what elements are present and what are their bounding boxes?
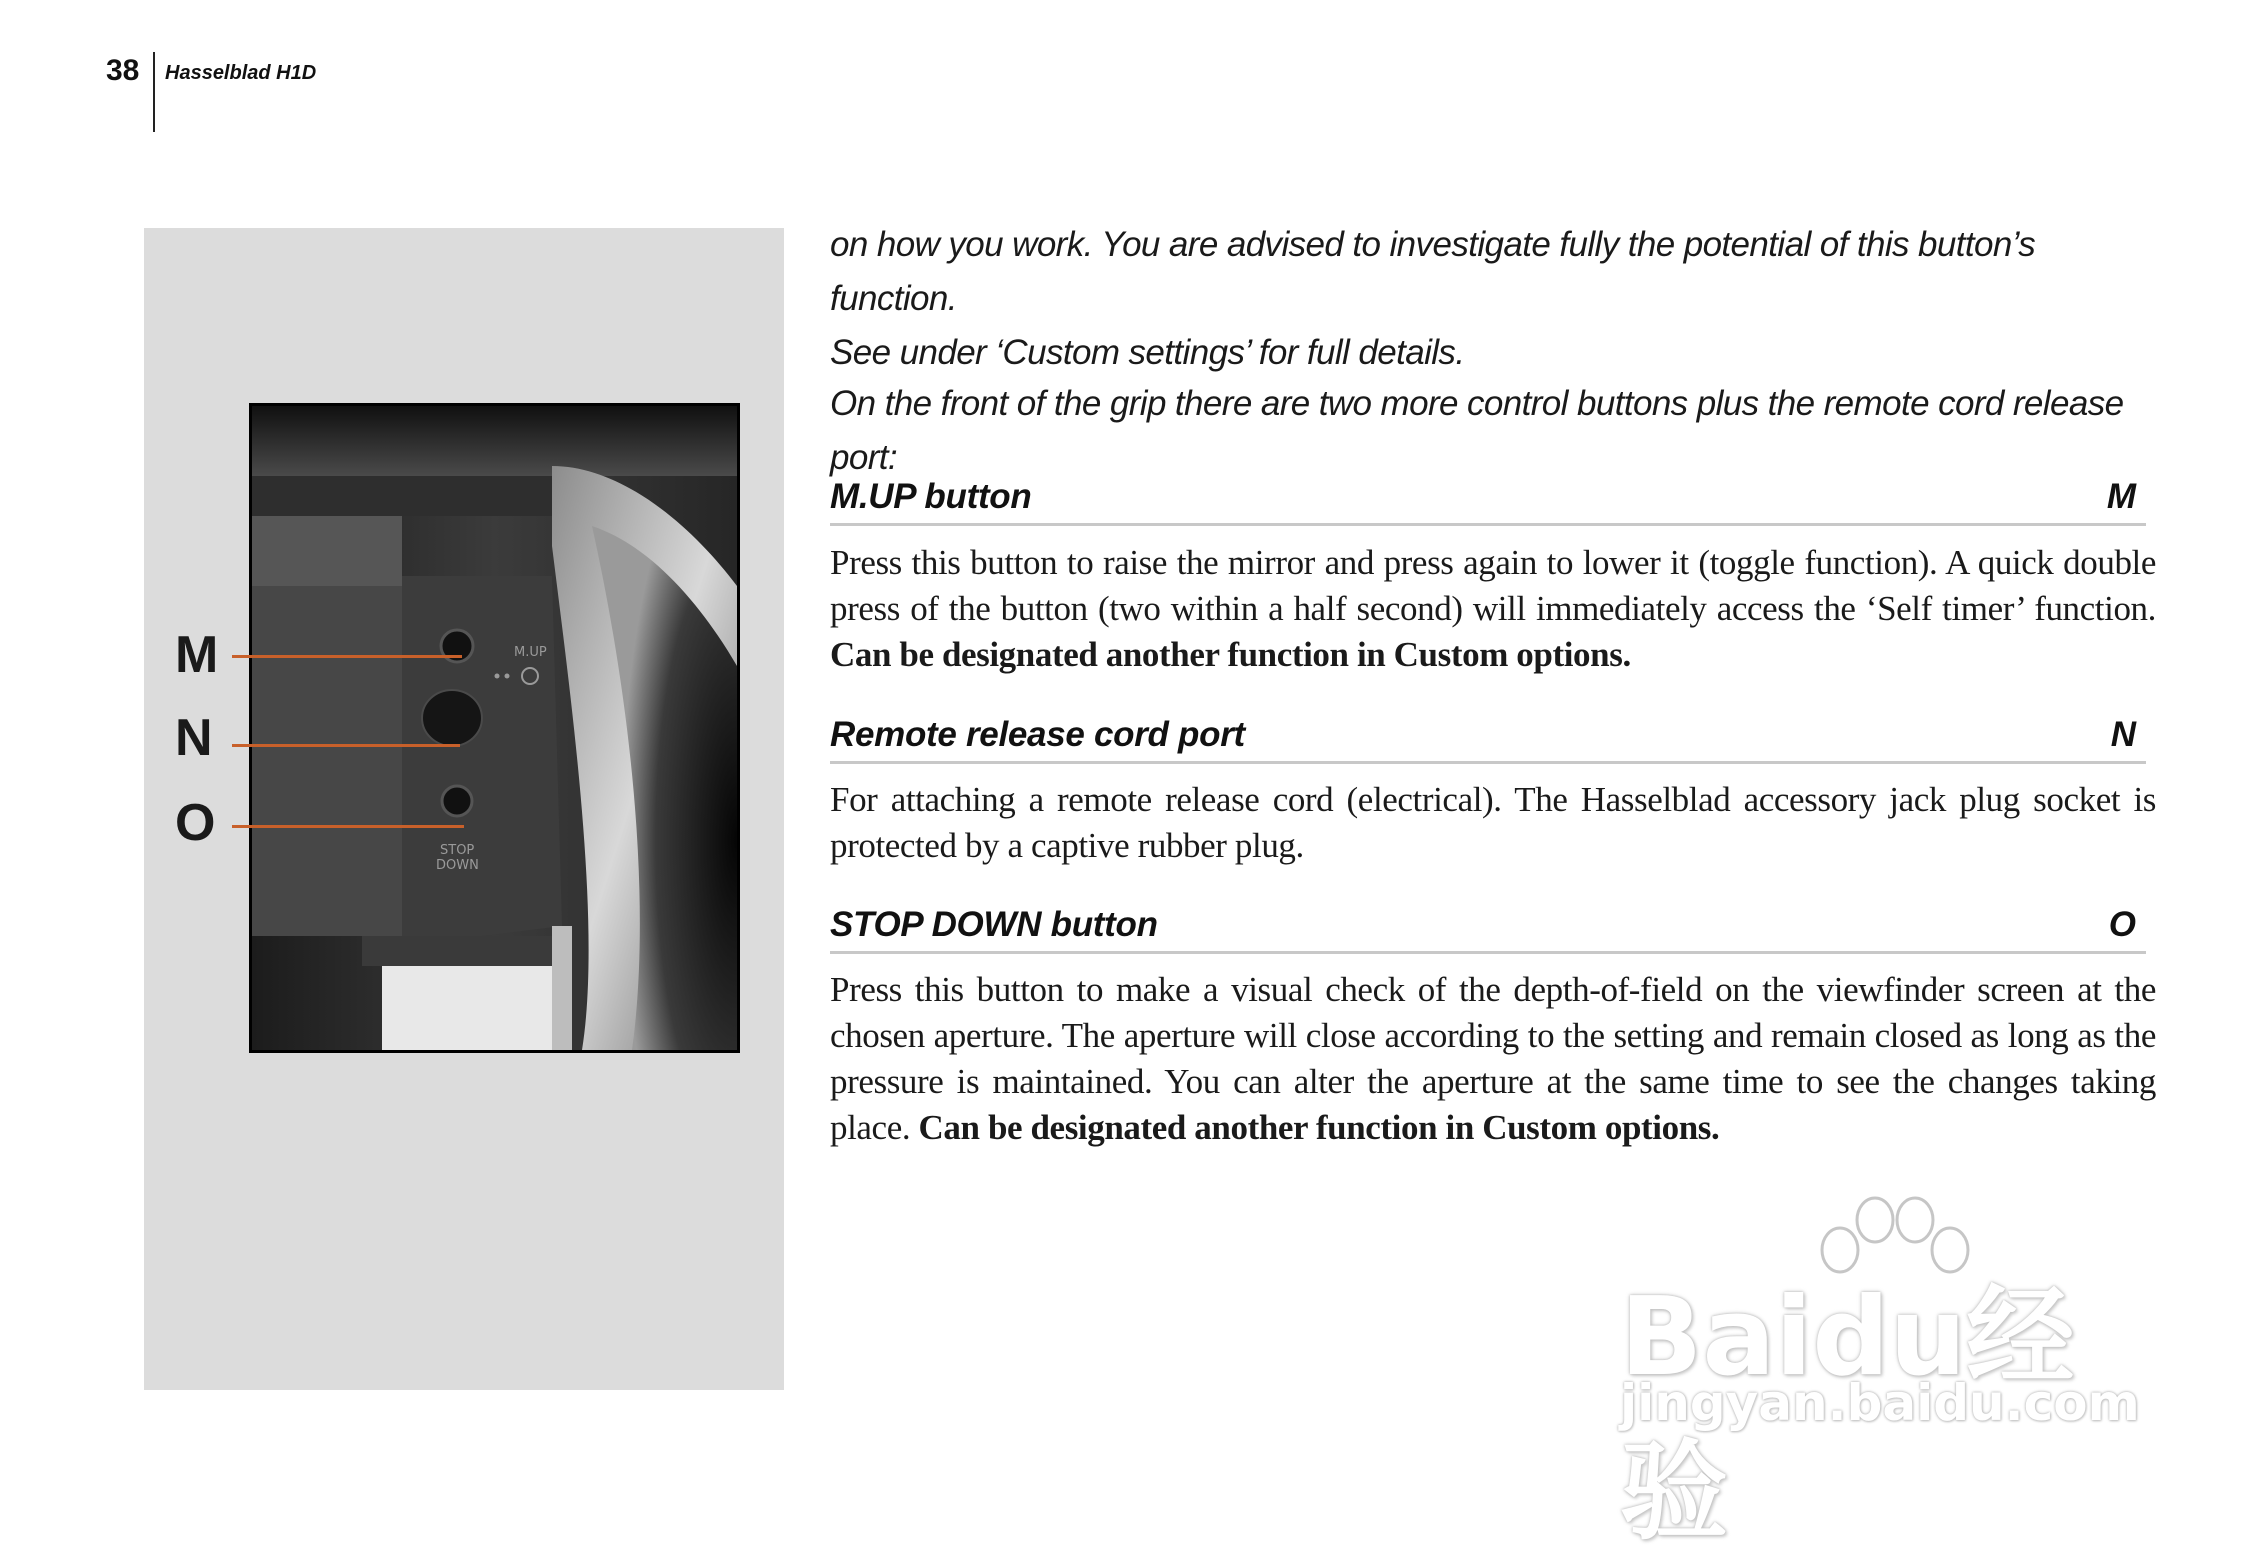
section-title: Remote release cord port xyxy=(830,715,1245,754)
marker-n: N xyxy=(175,709,213,767)
watermark-du: du xyxy=(1812,1275,1967,1400)
section-body-remote-port xyxy=(830,777,2156,869)
section-body-bold: Can be designated another function in Custom options. xyxy=(830,635,1631,674)
m-up-printed-label: M.UP xyxy=(514,645,547,660)
intro-line-2: See under ‘Custom settings’ for full details. xyxy=(830,333,1465,372)
section-body-stop-down xyxy=(830,967,2156,1151)
section-heading-stop-down xyxy=(830,900,2146,954)
section-body-bold: Can be designated another function in Custom options. xyxy=(918,1108,1720,1147)
section-letter: M xyxy=(2106,477,2136,516)
marker-o: O xyxy=(175,794,216,852)
leader-line-m xyxy=(232,655,462,658)
stop-printed-label: STOP xyxy=(440,843,475,858)
marker-m: M xyxy=(175,626,219,684)
section-body-text: Press this button to make a visual check of the depth-of-field on the viewfinder screen at the chosen aperture. The aperture will close according to the setting and remain closed as long as the pressure is maintained. You can alter the aperture at the same time to see the changes taking place. xyxy=(830,970,2156,1147)
watermark-bai: Bai xyxy=(1620,1275,1813,1400)
watermark-jingyan-cn: 经验 xyxy=(1620,1275,2075,1555)
intro-block xyxy=(830,218,2152,380)
section-title: M.UP button xyxy=(830,477,1032,516)
section-body-text: Press this button to raise the mirror and press again to lower it (toggle function). A quick double press of the button (two within a half second) will immediately access the ‘Self timer’ function. xyxy=(830,543,2156,628)
intro-line-1: on how you work. You are advised to investigate fully the potential of this button’s function. xyxy=(830,225,2036,318)
down-printed-label: DOWN xyxy=(436,858,479,873)
leader-line-n xyxy=(232,744,460,747)
baidu-jingyan-watermark xyxy=(1600,1190,2160,1555)
section-letter: O xyxy=(2108,905,2136,944)
section-heading-remote-port xyxy=(830,710,2146,764)
camera-grip-illustration xyxy=(252,406,737,1050)
section-body-text: For attaching a remote release cord (electrical). The Hasselblad accessory jack plug socket is protected by a captive rubber plug. xyxy=(830,780,2156,865)
section-letter: N xyxy=(2110,715,2136,754)
section-heading-m-up xyxy=(830,472,2146,526)
intro-block-2 xyxy=(830,377,2152,485)
section-title: STOP DOWN button xyxy=(830,905,1158,944)
camera-grip-photo xyxy=(249,403,740,1053)
manual-title: Hasselblad H1D xyxy=(165,62,317,84)
intro-paragraph-2: On the front of the grip there are two more control buttons plus the remote cord release port: xyxy=(830,384,2124,477)
header-divider xyxy=(153,52,155,132)
section-body-m-up xyxy=(830,540,2156,678)
watermark-url: jingyan.baidu.com xyxy=(1620,1374,2140,1432)
page-number: 38 xyxy=(106,54,140,87)
leader-line-o xyxy=(232,825,464,828)
